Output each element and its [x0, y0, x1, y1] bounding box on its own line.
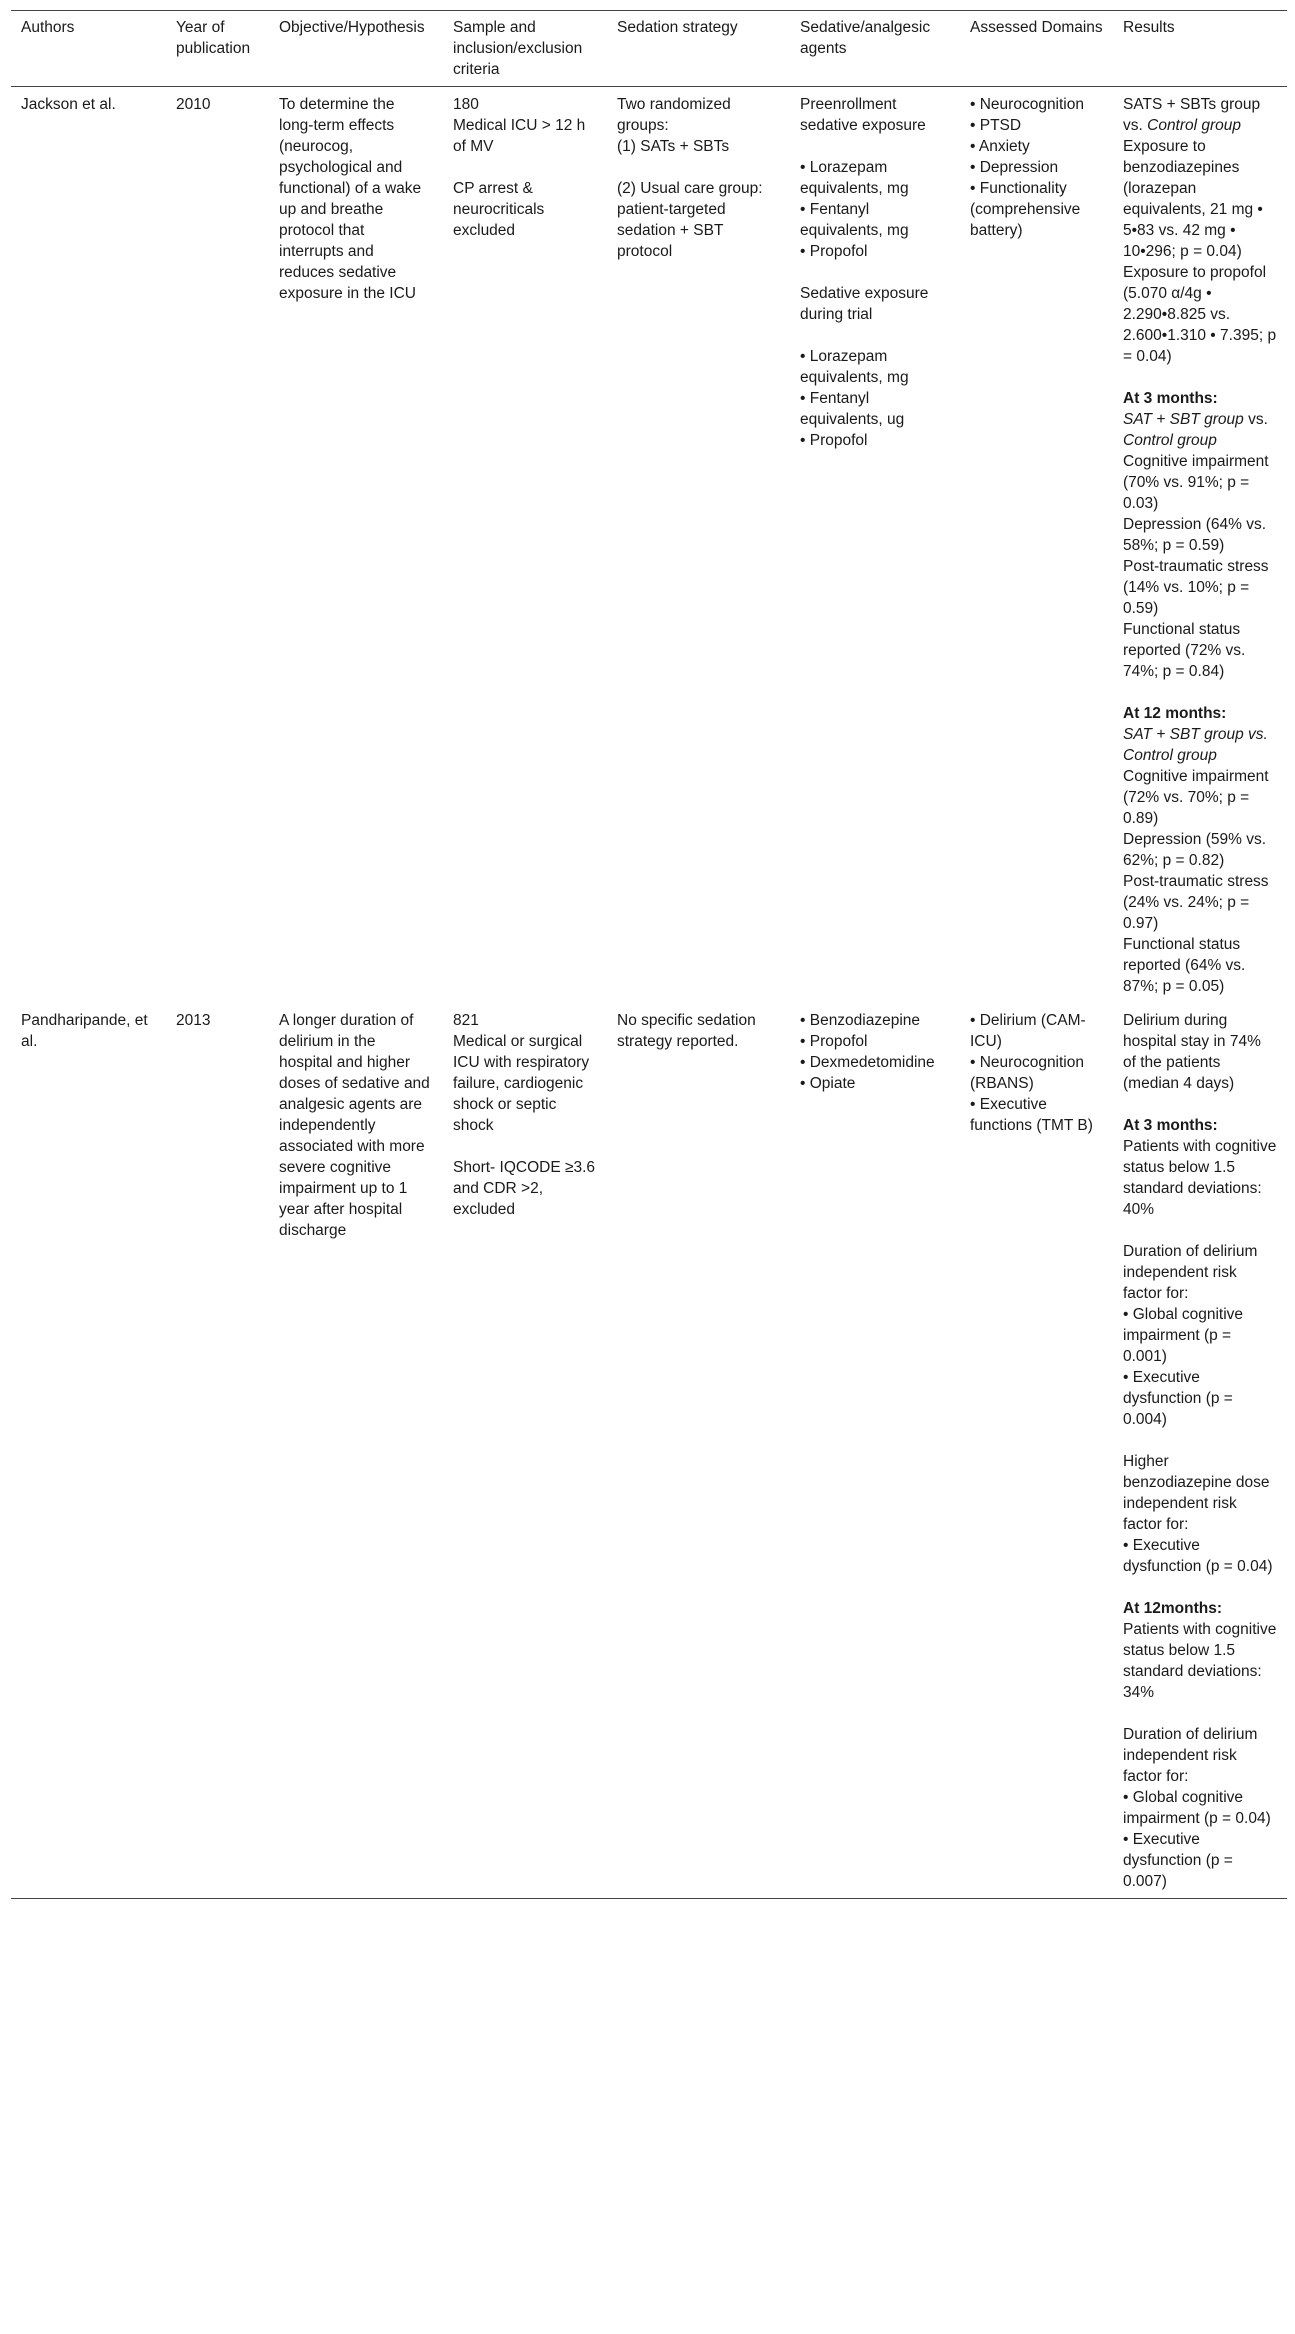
header-results: Results: [1123, 19, 1175, 36]
rows.1.agents-line: • Opiate: [800, 1075, 856, 1092]
cell-results: [1113, 1003, 1287, 1899]
rows.0.strategy-line: Two randomized groups:: [617, 96, 736, 134]
rows.0.domains-line: • Functionality (comprehensive battery): [970, 180, 1085, 239]
result-line: [1123, 619, 1277, 682]
result-text: vs.: [1243, 411, 1273, 428]
cell-objective: [269, 1003, 443, 1899]
spacer: [800, 262, 950, 283]
table-row: [11, 1003, 1287, 1899]
spacer: [800, 325, 950, 346]
rows.1.objective-line: A longer duration of delirium in the hospital and higher doses of sedative and analgesic agents are independently associated with more severe cognitive impairment up to 1 year after hospital discharge: [279, 1012, 435, 1239]
cell-objective: [269, 87, 443, 1004]
cell-sample: [443, 87, 607, 1004]
result-text: Depression (64% vs. 58%; p = 0.59): [1123, 516, 1271, 554]
header-year: Year of publication: [176, 19, 251, 57]
spacer: [1123, 1430, 1277, 1451]
result-line: [1123, 1619, 1281, 1703]
rows.1.strategy-line: No specific sedation strategy reported.: [617, 1012, 761, 1050]
result-text: Post-traumatic stress (14% vs. 10%; p = 0.59): [1123, 558, 1273, 617]
result-line: [1123, 451, 1277, 514]
studies-table: [11, 10, 1287, 1899]
rows.1.sample-line: Short- IQCODE ≥3.6 and CDR >2, excluded: [453, 1159, 600, 1218]
result-text: Exposure to propofol (5.070 α/4g • 2.290•8.825 vs. 2.600•1.310 • 7.395; p = 0.04): [1123, 264, 1281, 365]
rows.0.agents-line: • Lorazepam equivalents, mg: [800, 159, 909, 197]
result-text: • Global cognitive impairment (p = 0.04): [1123, 1789, 1271, 1827]
result-text: SATS + SBTs group vs.: [1123, 96, 1265, 134]
rows.0.domains-line: • Neurocognition: [970, 96, 1084, 113]
group-label: Control group: [1123, 432, 1217, 449]
rows.0.sample-line: Medical ICU > 12 h of MV: [453, 117, 590, 155]
cell-author: Pandharipande, et al.: [21, 1012, 148, 1050]
cell-sample: [443, 1003, 607, 1899]
result-line: [1123, 1724, 1277, 1787]
result-line: [1123, 766, 1277, 829]
group-label: SAT + SBT group vs. Control group: [1123, 726, 1273, 764]
rows.1.agents-line: • Propofol: [800, 1033, 868, 1050]
result-text: Higher benzodiazepine dose independent risk factor for:: [1123, 1453, 1274, 1533]
rows.0.agents-line: Sedative exposure during trial: [800, 285, 933, 323]
rows.1.agents-line: • Benzodiazepine: [800, 1012, 921, 1029]
cell-strategy: [607, 87, 790, 1004]
spacer: [1123, 682, 1277, 703]
rows.0.sample-line: 180: [453, 96, 479, 113]
rows.0.sample-line: CP arrest & neurocriticals excluded: [453, 180, 549, 239]
rows.0.strategy-line: (1) SATs + SBTs: [617, 138, 730, 155]
header-row: [11, 11, 1287, 87]
cell-results: [1113, 87, 1287, 1004]
result-text: Depression (59% vs. 62%; p = 0.82): [1123, 831, 1271, 869]
rows.1.domains-line: • Neurocognition (RBANS): [970, 1054, 1089, 1092]
group-label: Control group: [1147, 117, 1242, 134]
rows.1.domains-line: • Delirium (CAM-ICU): [970, 1012, 1086, 1050]
rows.0.strategy-line: (2) Usual care group: patient-targeted sedation + SBT protocol: [617, 180, 767, 260]
table-row: [11, 87, 1287, 1004]
result-text: Duration of delirium independent risk factor for:: [1123, 1243, 1262, 1302]
spacer: [1123, 1577, 1277, 1598]
rows.0.agents-line: Preenrollment sedative exposure: [800, 96, 926, 134]
spacer: [1123, 1094, 1277, 1115]
result-line: [1123, 1010, 1277, 1094]
result-text: • Global cognitive impairment (p = 0.001): [1123, 1306, 1248, 1365]
result-text: Duration of delirium independent risk factor for:: [1123, 1726, 1262, 1785]
rows.0.domains-line: • Anxiety: [970, 138, 1030, 155]
group-label: SAT + SBT group: [1123, 411, 1244, 428]
rows.1.sample-line: 821: [453, 1012, 479, 1029]
result-line: [1123, 1304, 1277, 1367]
result-text: • Executive dysfunction (p = 0.004): [1123, 1369, 1238, 1428]
result-line: [1123, 1367, 1277, 1430]
result-line: [1123, 1241, 1277, 1304]
rows.1.domains-line: • Executive functions (TMT B): [970, 1096, 1093, 1134]
result-text: • Executive dysfunction (p = 0.007): [1123, 1831, 1238, 1890]
spacer: [1123, 1703, 1277, 1724]
cell-agents: [790, 87, 960, 1004]
result-subheading: At 3 months:: [1123, 390, 1218, 407]
rows.0.domains-line: • Depression: [970, 159, 1059, 176]
result-text: Cognitive impairment (70% vs. 91%; p = 0.03): [1123, 453, 1273, 512]
spacer: [800, 136, 950, 157]
rows.0.agents-line: • Fentanyl equivalents, ug: [800, 390, 905, 428]
result-line: [1123, 556, 1277, 619]
result-line: [1123, 1787, 1277, 1829]
result-text: Patients with cognitive status below 1.5 standard deviations: 40%: [1123, 1138, 1281, 1218]
spacer: [1123, 367, 1277, 388]
spacer: [1123, 1220, 1277, 1241]
header-domains: Assessed Domains: [970, 19, 1103, 36]
result-subheading: At 3 months:: [1123, 1117, 1218, 1134]
header-strategy: Sedation strategy: [617, 19, 738, 36]
result-line: [1123, 829, 1277, 871]
result-line: [1123, 724, 1277, 766]
rows.0.agents-line: • Propofol: [800, 243, 868, 260]
spacer: [453, 1136, 597, 1157]
result-text: Post-traumatic stress (24% vs. 24%; p = 0.97): [1123, 873, 1273, 932]
result-line: [1123, 1115, 1277, 1136]
cell-domains: [960, 1003, 1113, 1899]
header-objective: Objective/Hypothesis: [279, 19, 425, 36]
result-text: Cognitive impairment (72% vs. 70%; p = 0.89): [1123, 768, 1273, 827]
result-line: [1123, 94, 1277, 136]
header-sample: Sample and inclusion/exclusion criteria: [453, 19, 583, 78]
cell-agents: [790, 1003, 960, 1899]
result-text: Delirium during hospital stay in 74% of the patients (median 4 days): [1123, 1012, 1266, 1092]
spacer: [617, 157, 780, 178]
rows.0.objective-line: To determine the long-term effects (neurocog, psychological and functional) of a wake up and breathe protocol that interrupts and reduces sedative exposure in the ICU: [279, 96, 426, 302]
result-line: [1123, 136, 1277, 262]
result-line: [1123, 1136, 1281, 1220]
cell-domains: [960, 87, 1113, 1004]
result-text: Patients with cognitive status below 1.5 standard deviations: 34%: [1123, 1621, 1281, 1701]
result-line: [1123, 703, 1277, 724]
result-subheading: At 12months:: [1123, 1600, 1223, 1617]
rows.0.agents-line: • Lorazepam equivalents, mg: [800, 348, 909, 386]
result-text: Functional status reported (72% vs. 74%; p = 0.84): [1123, 621, 1250, 680]
result-line: [1123, 871, 1277, 934]
cell-strategy: [607, 1003, 790, 1899]
rows.0.agents-line: • Fentanyl equivalents, mg: [800, 201, 909, 239]
result-text: Exposure to benzodiazepines (lorazepan equivalents, 21 mg • 5•83 vs. 42 mg • 10•296; p = 0.04): [1123, 138, 1268, 260]
rows.1.sample-line: Medical or surgical ICU with respiratory failure, cardiogenic shock or septic shock: [453, 1033, 594, 1134]
spacer: [453, 157, 597, 178]
result-text: • Executive dysfunction (p = 0.04): [1123, 1537, 1273, 1575]
result-line: [1123, 1598, 1277, 1619]
cell-year: 2010: [176, 96, 211, 113]
rows.1.agents-line: • Dexmedetomidine: [800, 1054, 935, 1071]
result-line: [1123, 514, 1277, 556]
result-line: [1123, 934, 1277, 997]
header-authors: Authors: [21, 19, 75, 36]
cell-year: 2013: [176, 1012, 211, 1029]
result-line: [1123, 1535, 1277, 1577]
result-line: [1123, 262, 1281, 367]
result-subheading: At 12 months:: [1123, 705, 1227, 722]
rows.0.domains-line: • PTSD: [970, 117, 1022, 134]
result-line: [1123, 388, 1277, 409]
result-line: [1123, 1829, 1277, 1892]
cell-author: Jackson et al.: [21, 96, 116, 113]
result-text: Functional status reported (64% vs. 87%; p = 0.05): [1123, 936, 1250, 995]
header-agents: Sedative/analgesic agents: [800, 19, 931, 57]
result-line: [1123, 1451, 1277, 1535]
result-line: [1123, 409, 1277, 451]
rows.0.agents-line: • Propofol: [800, 432, 868, 449]
